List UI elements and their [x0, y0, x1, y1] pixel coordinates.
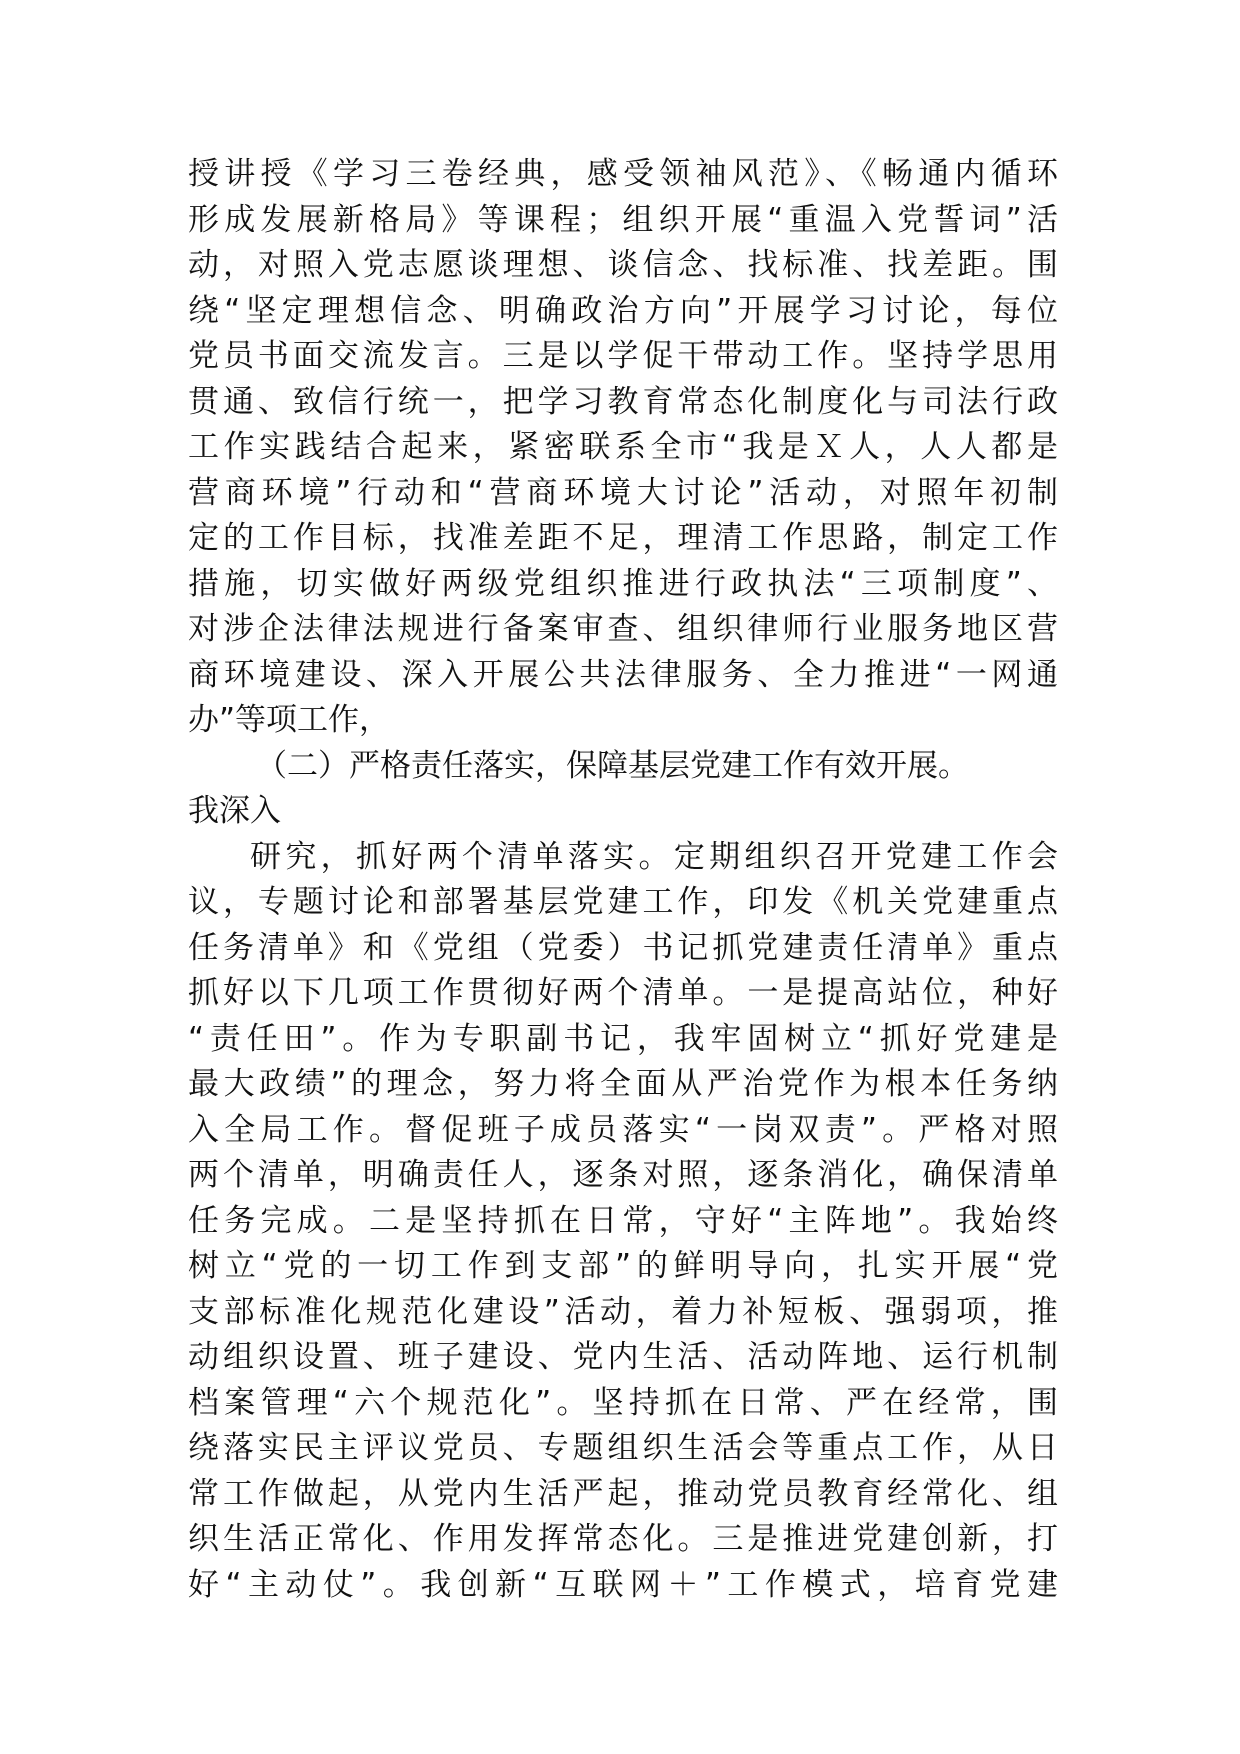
- text-line: 最大政绩”的理念，努力将全面从严治党作为根本任务纳: [188, 1066, 1058, 1102]
- text-line: 任务完成。二是坚持抓在日常，守好“主阵地”。我始终: [188, 1202, 1058, 1239]
- section-heading: （二）严格责任落实，保障基层党建工作有效开展。: [256, 747, 969, 784]
- paragraph-first-line: 研究，抓好两个清单落实。定期组织召开党建工作会: [250, 838, 1058, 875]
- text-line: 形成发展新格局》等课程；组织开展“重温入党誓词”活: [188, 201, 1058, 238]
- text-line: 动组织设置、班子建设、党内生活、活动阵地、运行机制: [188, 1339, 1058, 1375]
- text-line: 入全局工作。督促班子成员落实“一岗双责”。严格对照: [188, 1111, 1058, 1148]
- text-line: 常工作做起，从党内生活严起，推动党员教育经常化、组: [188, 1475, 1058, 1512]
- text-line: 定的工作目标，找准差距不足，理清工作思路，制定工作: [188, 520, 1058, 556]
- text-line: 措施，切实做好两级党组织推进行政执法“三项制度”、: [188, 565, 1058, 602]
- text-line: 两个清单，明确责任人，逐条对照，逐条消化，确保清单: [188, 1157, 1058, 1193]
- text-line: “责任田”。作为专职副书记，我牢固树立“抓好党建是: [188, 1020, 1058, 1057]
- text-line: 授讲授《学习三卷经典，感受领袖风范》、《畅通内循环: [188, 156, 1058, 192]
- text-line: 任务清单》和《党组（党委）书记抓党建责任清单》重点: [188, 929, 1058, 966]
- text-line: 我深入: [188, 793, 281, 829]
- text-line: 贯通、致信行统一，把学习教育常态化制度化与司法行政: [188, 383, 1058, 420]
- text-line: 档案管理“六个规范化”。坚持抓在日常、严在经常，围: [188, 1384, 1058, 1421]
- text-line: 工作实践结合起来，紧密联系全市“我是Ｘ人，人人都是: [188, 429, 1058, 465]
- text-line: 营商环境”行动和“营商环境大讨论”活动，对照年初制: [188, 474, 1058, 511]
- text-line: 动，对照入党志愿谈理想、谈信念、找标准、找差距。围: [188, 247, 1058, 283]
- text-line: 对涉企法律法规进行备案审查、组织律师行业服务地区营: [188, 611, 1058, 647]
- text-line: 绕落实民主评议党员、专题组织生活会等重点工作，从日: [188, 1430, 1058, 1466]
- text-line: 好“主动仗”。我创新“互联网＋”工作模式，培育党建: [188, 1566, 1058, 1603]
- text-line: 党员书面交流发言。三是以学促干带动工作。坚持学思用: [188, 338, 1058, 374]
- text-line: 商环境建设、深入开展公共法律服务、全力推进“一网通: [188, 656, 1058, 693]
- text-line: 绕“坚定理想信念、明确政治方向”开展学习讨论，每位: [188, 292, 1058, 329]
- text-line: 议，专题讨论和部署基层党建工作，印发《机关党建重点: [188, 884, 1058, 920]
- text-line: 树立“党的一切工作到支部”的鲜明导向，扎实开展“党: [188, 1248, 1058, 1284]
- text-line: 织生活正常化、作用发挥常态化。三是推进党建创新，打: [188, 1521, 1058, 1557]
- text-line: 支部标准化规范化建设”活动，着力补短板、强弱项，推: [188, 1293, 1058, 1330]
- document-body: [188, 152, 1058, 1608]
- text-line: 办”等项工作，: [188, 702, 391, 738]
- text-line: 抓好以下几项工作贯彻好两个清单。一是提高站位，种好: [188, 975, 1058, 1011]
